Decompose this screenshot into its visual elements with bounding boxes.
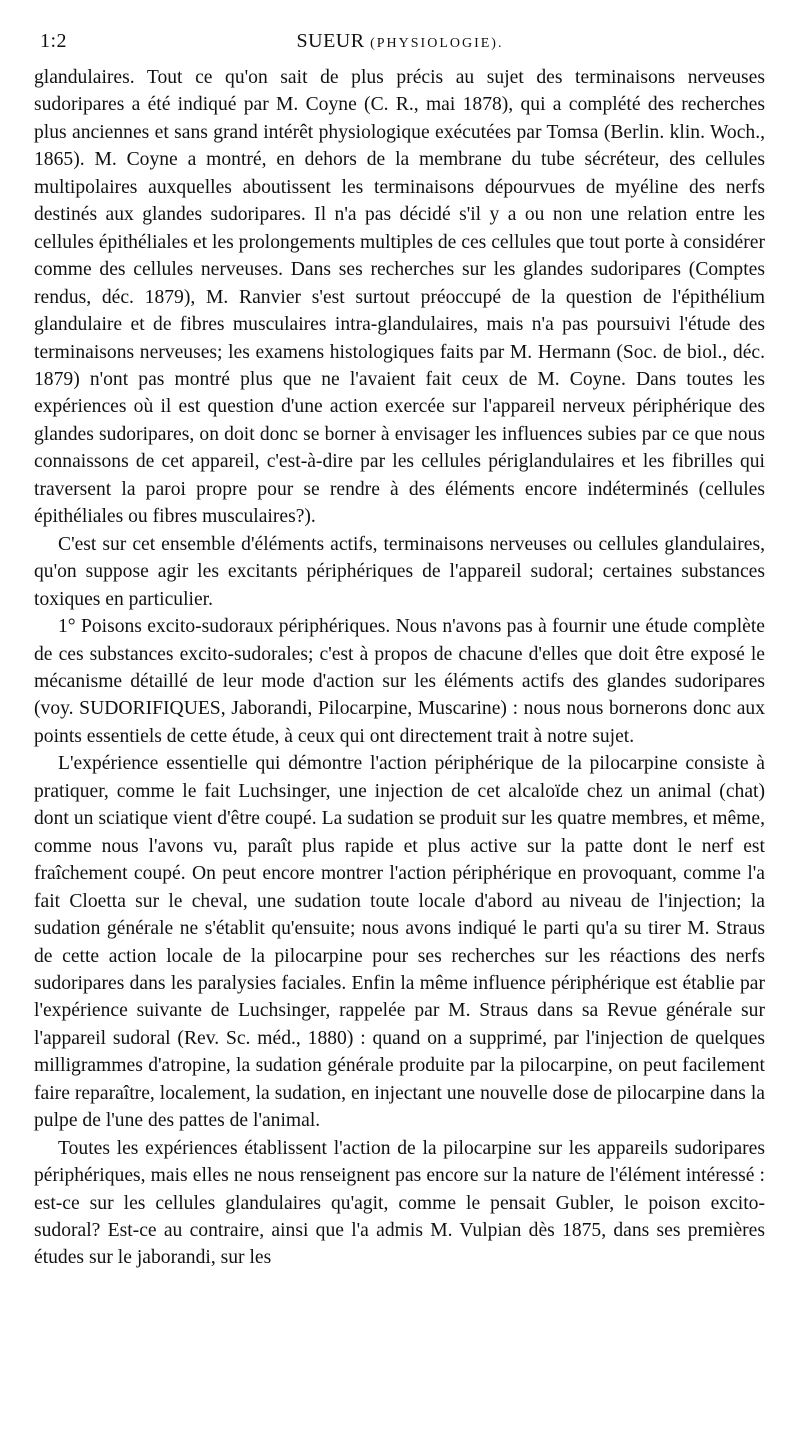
- body-text: [34, 64, 765, 1272]
- paragraph-3: 1° Poisons excito-sudoraux périphériques. Nous n'avons pas à fournir une étude complète de ces substances excito-sudorales; c'est à propos de chacune d'elles que doit être exposé le mécanisme détaillé de leur mode d'action sur les éléments actifs des glandes sudoripares (voy. SUDORIFIQUES, Jaborandi, Pilocarpine, Muscarine) : nous nous bornerons donc aux points essentiels de cette étude, à ceux qui ont directement trait à notre sujet.: [34, 616, 765, 747]
- page-number: 1:2: [40, 30, 68, 52]
- running-title: [40, 30, 760, 53]
- running-title-main: SUEUR: [296, 30, 365, 52]
- paragraph-5: Toutes les expériences établissent l'action de la pilocarpine sur les appareils sudoripares périphériques, mais elles ne nous renseignent pas encore sur la nature de l'élément intéressé : est-ce sur les cellules glandulaires qu'agit, comme le pensait Gubler, le poison excito-sudoral? Est-ce au contraire, ainsi que l'a admis M. Vulpian dès 1875, dans ses premières études sur le jaborandi, sur les: [34, 1137, 765, 1269]
- paragraph-1: glandulaires. Tout ce qu'on sait de plus précis au sujet des terminaisons nerveuses sudoripares a été indiqué par M. Coyne (C. R., mai 1878), qui a complété des recherches plus anciennes et sans grand intérêt physiologique exécutées par Tomsa (Berlin. klin. Woch., 1865). M. Coyne a montré, en dehors de la membrane du tube sécréteur, des cellules multipolaires auxquelles aboutissent les terminaisons dépourvues de myéline des nerfs destinés aux glandes sudoripares. Il n'a pas décidé s'il y a ou non une relation entre les cellules épithéliales et les prolongements multiples de ces cellules que tout porte à considérer comme des cellules nerveuses. Dans ses recherches sur les glandes sudoripares (Comptes rendus, déc. 1879), M. Ranvier s'est surtout préoccupé de la question de l'épithélium glandulaire et de fibres musculaires intra-glandulaires, mais n'a pas poursuivi l'étude des terminaisons nerveuses; les examens histologiques faits par M. Hermann (Soc. de biol., déc. 1879) n'ont pas montré plus que ne l'avaient fait ceux de M. Coyne. Dans toutes les expériences où il est question d'une action exercée sur l'appareil nerveux périphérique des glandes sudoripares, on doit donc se borner à envisager les influences subies par ce que nous connaissons de cet appareil, c'est-à-dire par les cellules périglandulaires et les fibrilles qui traversent la paroi propre pour se rendre à des éléments encore indéterminés (cellules épithéliales ou fibres musculaires?).: [34, 67, 765, 528]
- paragraph-4: L'expérience essentielle qui démontre l'action périphérique de la pilocarpine consiste à pratiquer, comme le fait Luchsinger, une injection de cet alcaloïde chez un animal (chat) dont un sciatique vient d'être coupé. La sudation se produit sur les quatre membres, et même, comme nous l'avons vu, paraît plus rapide et plus active sur la patte dont le nerf est fraîchement coupé. On peut encore montrer l'action périphérique en provoquant, comme l'a fait Cloetta sur le cheval, une sudation toute locale d'abord au niveau de l'injection; la sudation générale ne s'établit qu'ensuite; nous avons indiqué le parti qu'a su tirer M. Straus de cette action locale de la pilocarpine pour ses recherches sur les réactions des nerfs sudoripares dans les paralysies faciales. Enfin la même influence périphérique est établie par l'expérience suivante de Luchsinger, rappelée par M. Straus dans sa Revue générale sur l'appareil sudoral (Rev. Sc. méd., 1880) : quand on a supprimé, par l'injection de quelques milligrammes d'atropine, la sudation générale produite par la pilocarpine, on peut facilement faire reparaître, localement, la sudation, en injectant une nouvelle dose de pilocarpine dans la pulpe de l'une des pattes de l'animal.: [34, 753, 765, 1132]
- paragraph-2: C'est sur cet ensemble d'éléments actifs, terminaisons nerveuses ou cellules glandulaires, qu'on suppose agir les excitants périphériques de l'appareil sudoral; certaines substances toxiques en particulier.: [34, 533, 765, 610]
- running-header: [40, 30, 760, 56]
- running-title-section: (PHYSIOLOGIE).: [370, 36, 504, 51]
